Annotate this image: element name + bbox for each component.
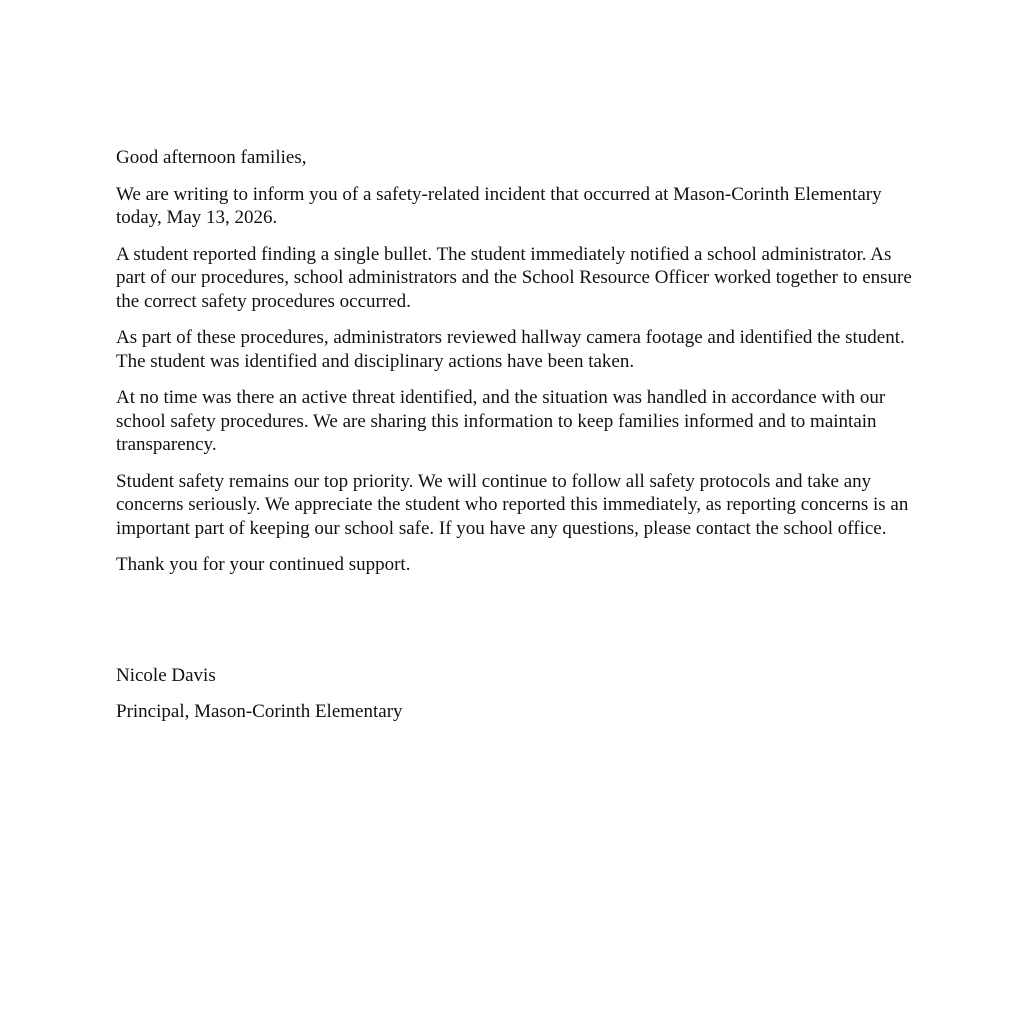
signature-spacer <box>116 590 916 664</box>
letter-body <box>116 146 916 737</box>
paragraph-safety-priority: Student safety remains our top priority. We will continue to follow all safety protocols and take any concerns seriously. We appreciate the student who reported this immediately, as reporting concerns is an important part of keeping our school safe. If you have any questions, please contact the school office. <box>116 470 909 539</box>
paragraph-procedures: As part of these procedures, administrators reviewed hallway camera footage and identified the student. The student was identified and disciplinary actions have been taken. <box>116 327 905 372</box>
signature-name: Nicole Davis <box>116 664 216 686</box>
signature-block <box>116 664 916 724</box>
greeting: Good afternoon families, <box>116 147 307 168</box>
paragraph-report: A student reported finding a single bullet. The student immediately notified a school administrator. As part of our procedures, school administrators and the School Resource Officer worked together to ensure the correct safety procedures occurred. <box>116 243 912 312</box>
paragraph-intro: We are writing to inform you of a safety-related incident that occurred at Mason-Corinth Elementary today, May 13, 2026. <box>116 183 882 228</box>
signature-title: Principal, Mason-Corinth Elementary <box>116 701 403 722</box>
paragraph-no-threat: At no time was there an active threat identified, and the situation was handled in accordance with our school safety procedures. We are sharing this information to keep families informed and to maintain transparency. <box>116 387 886 455</box>
closing: Thank you for your continued support. <box>116 554 411 575</box>
